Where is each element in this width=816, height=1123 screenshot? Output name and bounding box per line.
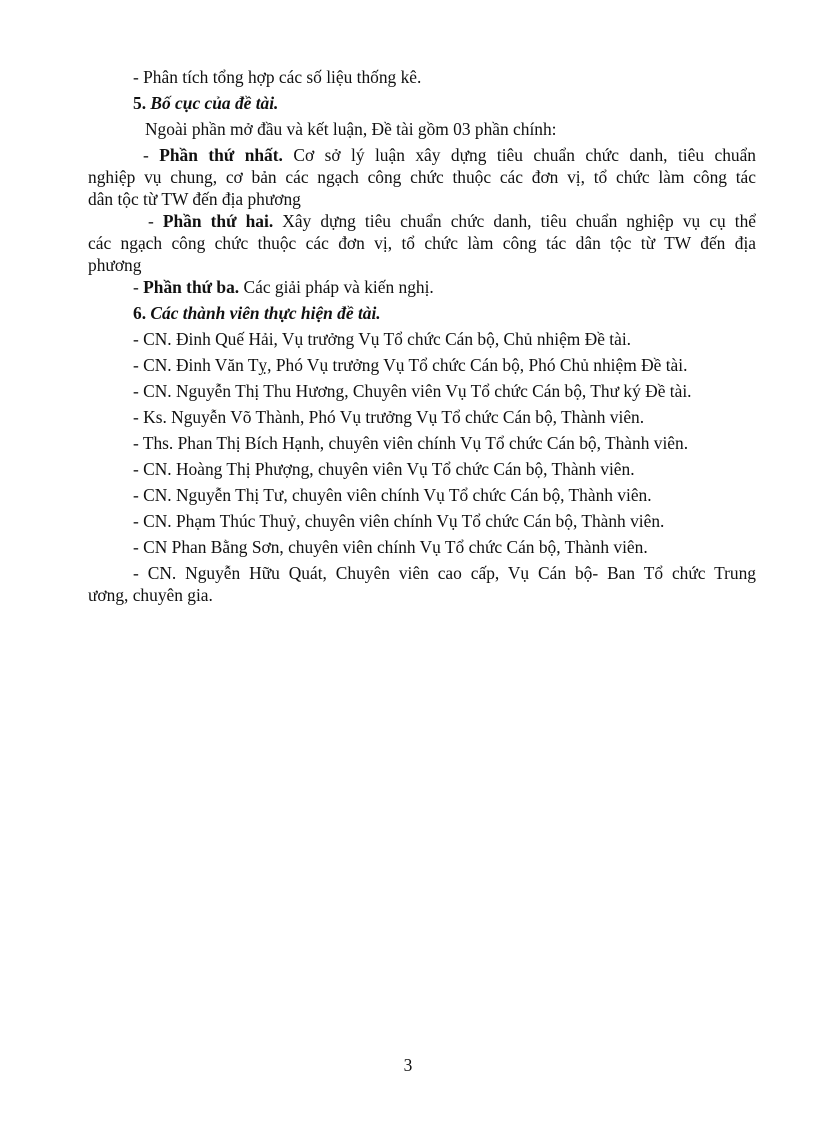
text-line: các ngạch công chức thuộc các đơn vị, tổ chức làm công tác dân tộc từ TW đến địa [88,233,756,253]
section-number: 6. [133,303,147,323]
member-item: - CN. Đinh Quế Hải, Vụ trưởng Vụ Tổ chức Cán bộ, Chủ nhiệm Đề tài. [133,329,632,349]
member-item: - CN. Nguyễn Thị Thu Hương, Chuyên viên Vụ Tổ chức Cán bộ, Thư ký Đề tài. [133,381,692,401]
page-number: 3 [403,1055,413,1075]
text-line: nghiệp vụ chung, cơ bản các ngạch công chức thuộc các đơn vị, tổ chức làm công tác [88,167,756,187]
member-item: - CN Phan Bằng Sơn, chuyên viên chính Vụ Tổ chức Cán bộ, Thành viên. [133,537,648,557]
member-item: - CN. Đinh Văn Tỵ, Phó Vụ trưởng Vụ Tổ chức Cán bộ, Phó Chủ nhiệm Đề tài. [133,355,688,375]
text-line: dân tộc từ TW đến địa phương [88,189,301,209]
section-heading-6 [133,302,381,324]
member-item: - Ths. Phan Thị Bích Hạnh, chuyên viên chính Vụ Tổ chức Cán bộ, Thành viên. [133,433,689,453]
member-item: - CN. Phạm Thúc Thuỷ, chuyên viên chính Vụ Tổ chức Cán bộ, Thành viên. [133,511,665,531]
member-item: - CN. Nguyễn Thị Tư, chuyên viên chính Vụ Tổ chức Cán bộ, Thành viên. [133,485,652,505]
part-label: Phần thứ nhất. [159,145,283,165]
section-heading-5 [133,92,278,114]
part-text: Cơ sở lý luận xây dựng tiêu chuẩn chức danh, tiêu chuẩn [293,145,756,165]
part-text: Các giải pháp và kiến nghị. [243,277,434,297]
section-title: Các thành viên thực hiện đề tài. [150,303,381,323]
part-one-line: - Phần thứ nhất. Cơ sở lý luận xây dựng tiêu chuẩn chức danh, tiêu chuẩn [143,145,756,165]
member-item: - CN. Nguyễn Hữu Quát, Chuyên viên cao cấp, Vụ Cán bộ- Ban Tổ chức Trung [133,563,756,583]
part-two-line: - Phần thứ hai. Xây dựng tiêu chuẩn chức danh, tiêu chuẩn nghiệp vụ cụ thể [148,211,756,231]
section-number: 5. [133,93,147,113]
member-item: - CN. Hoàng Thị Phượng, chuyên viên Vụ Tổ chức Cán bộ, Thành viên. [133,459,635,479]
text-line: - Phân tích tổng hợp các số liệu thống kê. [133,67,422,87]
part-label: Phần thứ hai. [162,211,274,231]
member-item: - Ks. Nguyễn Võ Thành, Phó Vụ trưởng Vụ Tổ chức Cán bộ, Thành viên. [133,407,645,427]
part-text: Xây dựng tiêu chuẩn chức danh, tiêu chuẩn nghiệp vụ cụ thể [282,211,756,231]
part-three-line: - Phần thứ ba. Các giải pháp và kiến nghị. [133,277,434,297]
member-item-continuation: ương, chuyên gia. [88,585,213,605]
text-line: phương [88,255,142,275]
text-line: Ngoài phần mở đầu và kết luận, Đề tài gồm 03 phần chính: [145,119,557,139]
part-label: Phần thứ ba. [143,277,240,297]
section-title: Bố cục của đề tài. [150,93,279,113]
